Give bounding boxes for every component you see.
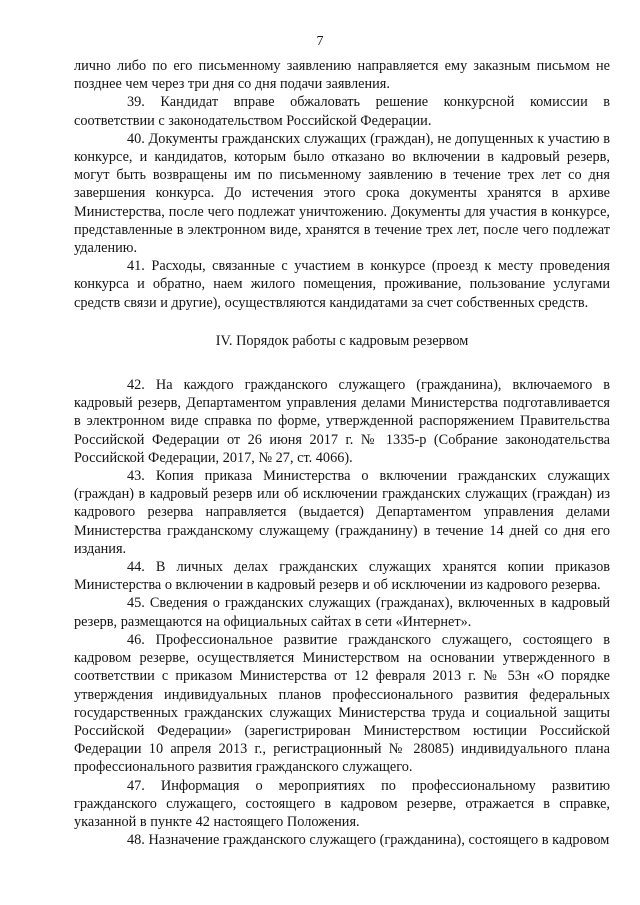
paragraph-41: 41. Расходы, связанные с участием в конкурсе (проезд к месту проведения конкурса и обратно, наем жилого помещения, проживание, пользование услугами средств связи и другие), осуществляются кандидатами за счет собственных средств. <box>74 258 610 311</box>
paragraph-46: 46. Профессиональное развитие гражданского служащего, состоящего в кадровом резерве, осуществляется Министерством на основании утвержденного в соответствии с приказом Министерства от 12 февраля 2013 г. № 53н «О порядке утверждения индивидуальных планов профессионального развития федеральных государственных гражданских служащих Министерства труда и социальной защиты Российской Федерации» (зарегистрирован Министерством юстиции Российской Федерации 10 апреля 2013 г., регистрационный № 28085) индивидуального плана профессионального развития гражданского служащего. <box>74 631 610 776</box>
document-body <box>74 57 610 849</box>
section-heading: IV. Порядок работы с кадровым резервом <box>215 332 469 349</box>
paragraph-42: 42. На каждого гражданского служащего (гражданина), включаемого в кадровый резерв, Департаментом управления делами Министерства подготавливается в электронном виде справка по форме, утвержденной распоряжением Правительства Российской Федерации от 26 июня 2017 г. № 1335-р (Собрание законодательства Российской Федерации, 2017, № 27, ст. 4066). <box>74 377 610 466</box>
paragraph-39: 39. Кандидат вправе обжаловать решение конкурсной комиссии в соответствии с законодательством Российской Федерации. <box>74 94 610 129</box>
paragraph-38-continuation: лично либо по его письменному заявлению направляется ему заказным письмом не позднее чем через три дня со дня подачи заявления. <box>74 58 610 93</box>
paragraph-48: 48. Назначение гражданского служащего (гражданина), состоящего в кадровом <box>127 832 610 849</box>
paragraph-40: 40. Документы гражданских служащих (граждан), не допущенных к участию в конкурсе, и кандидатов, которым было отказано во включении в кадровый резерв, могут быть возвращены им по письменному заявлению в течение трех лет со дня завершения конкурса. До истечения этого срока документы хранятся в архиве Министерства, после чего подлежат уничтожению. Документы для участия в конкурсе, представленные в электронном виде, хранятся в течение трех лет, после чего подлежат удалению. <box>74 130 610 257</box>
page-number: 7 <box>316 34 324 49</box>
paragraph-44: 44. В личных делах гражданских служащих хранятся копии приказов Министерства о включении в кадровый резерв и об исключении из кадрового резерва. <box>74 559 610 594</box>
paragraph-43: 43. Копия приказа Министерства о включении гражданских служащих (граждан) в кадровый резерв или об исключении гражданских служащих (граждан) из кадрового резерва направляется (выдается) Департаментом управления делами Министерства гражданскому служащему (гражданину) в течение 14 дней со дня его издания. <box>74 468 610 557</box>
paragraph-45: 45. Сведения о гражданских служащих (гражданах), включенных в кадровый резерв, размещаются на официальных сайтах в сети «Интернет». <box>74 595 610 630</box>
paragraph-47: 47. Информация о мероприятиях по профессиональному развитию гражданского служащего, состоящего в кадровом резерве, отражается в справке, указанной в пункте 42 настоящего Положения. <box>74 777 610 830</box>
